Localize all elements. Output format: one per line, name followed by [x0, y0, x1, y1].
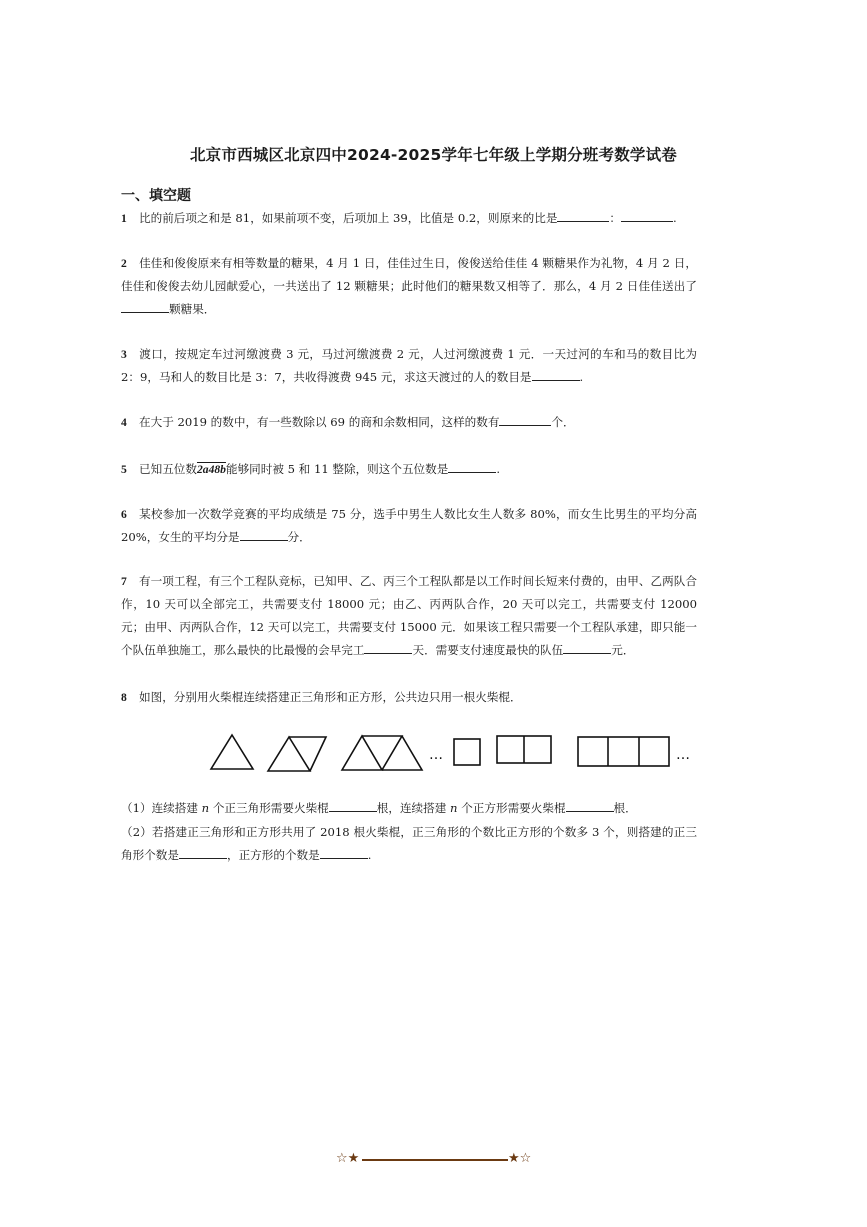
question-text: 有一项工程，有三个工程队竞标，已知甲、乙、丙三个工程队都是以工作时间长短来付费的，由甲、乙两队合作，10 天可以全部完工，共需要支付 18000 元；由乙、丙两队合作，20 天可以完工，共需要支付 12000 元；由甲、丙两队合作，12 天可以完工，共需要支付 15000 元．如果该工程只需要一个工程队承建，即只能一个队伍单独施工，那么最快的比最慢的会早完工 [121, 574, 697, 657]
question-number: 2 [121, 257, 127, 270]
question-text: . [579, 370, 584, 384]
question-text: 天．需要支付速度最快的队伍 [412, 643, 564, 657]
footer-decoration [336, 1151, 536, 1169]
question-number: 7 [121, 575, 127, 588]
matchstick-figure [205, 727, 705, 777]
question-8 [121, 686, 697, 709]
question-text: 若搭建正三角形和正方形共用了 2018 根火柴棍，正三角形的个数比正方形的个数多 3 个，则搭建的正三角形个数是 [121, 825, 697, 862]
question-text: 连续搭建 [151, 801, 198, 815]
question-number: 5 [121, 463, 127, 476]
section-heading: 一、填空题 [121, 188, 191, 204]
question-text: 已知五位数 [139, 462, 197, 476]
answer-blank[interactable] [448, 458, 496, 473]
square-shape [454, 739, 480, 765]
answer-blank[interactable] [364, 639, 412, 654]
question-text: 佳佳和俊俊原来有相等数量的糖果，4 月 1 日，佳佳过生日，俊俊送给佳佳 4 颗糖果作为礼物，4 月 2 日，佳佳和俊俊去幼儿园献爱心，一共送出了 12 颗糖果；此时他们的糖果数又相等了．那么，4 月 2 日佳佳送出了 [121, 256, 697, 293]
question-text: 个正三角形需要火柴棍 [212, 801, 329, 815]
variable-n: n [201, 801, 210, 815]
question-number: 4 [121, 416, 127, 429]
question-text: 渡口，按规定车过河缴渡费 3 元，马过河缴渡费 2 元，人过河缴渡费 1 元．一天过河的车和马的数目比为 2：9，马和人的数目比是 3：7，共收得渡费 945 元，求这天渡过的人的数目是 [121, 347, 697, 384]
star-icon: ☆★ [336, 1151, 360, 1166]
question-2 [121, 252, 697, 321]
ellipsis-mark: … [429, 747, 443, 763]
question-4 [121, 411, 697, 434]
variable-n: n [450, 801, 458, 815]
answer-blank[interactable] [320, 844, 368, 859]
question-text: 如图，分别用火柴棍连续搭建正三角形和正方形，公共边只用一根火柴棍． [139, 690, 522, 704]
question-number: 8 [121, 691, 127, 704]
footer-divider [362, 1159, 508, 1161]
question-text: 个． [551, 415, 575, 429]
question-1 [121, 207, 697, 230]
exam-title: 北京市西城区北京四中2024-2025学年七年级上学期分班考数学试卷 [189, 146, 677, 164]
question-7 [121, 570, 697, 662]
triangle-shape [211, 735, 253, 769]
question-5 [121, 458, 697, 481]
question-text: 分． [287, 530, 311, 544]
answer-blank[interactable] [179, 844, 227, 859]
question-6 [121, 503, 697, 549]
question-text: 颗糖果． [169, 302, 216, 316]
question-text: ，正方形的个数是 [226, 848, 320, 862]
answer-blank[interactable] [566, 797, 614, 812]
subquestion-label: （1） [121, 801, 152, 815]
subquestion-label: （2） [121, 825, 152, 839]
question-text: 比的前后项之和是 81，如果前项不变，后项加上 39，比值是 0.2，则原来的比是 [139, 211, 558, 225]
question-text: . [673, 211, 677, 225]
answer-blank[interactable] [499, 411, 551, 426]
question-text: ： [609, 211, 622, 225]
triangle-shape [382, 736, 422, 770]
subquestion-2 [121, 821, 697, 867]
question-number: 1 [121, 212, 127, 225]
ellipsis-mark: … [676, 747, 690, 763]
triangle-shape [362, 736, 402, 770]
answer-blank[interactable] [532, 366, 580, 381]
question-text: 根，连续搭建 [376, 801, 447, 815]
question-3 [121, 343, 697, 389]
question-text: 元． [611, 643, 635, 657]
question-number: 6 [121, 508, 127, 521]
question-text: 能够同时被 5 和 11 整除，则这个五位数是 [225, 462, 449, 476]
question-number: 3 [121, 348, 127, 361]
answer-blank[interactable] [121, 298, 169, 313]
question-text: 个正方形需要火柴棍 [461, 801, 566, 815]
subquestion-1 [121, 797, 697, 820]
answer-blank[interactable] [621, 207, 673, 222]
five-digit-number: 2a48b [196, 463, 226, 476]
star-icon: ★☆ [508, 1151, 532, 1166]
answer-blank[interactable] [240, 526, 288, 541]
answer-blank[interactable] [557, 207, 609, 222]
question-text: . [496, 462, 501, 476]
answer-blank[interactable] [563, 639, 611, 654]
square-shape [578, 737, 669, 766]
question-text: . [367, 848, 372, 862]
triangle-shape [342, 736, 382, 770]
question-text: 在大于 2019 的数中，有一些数除以 69 的商和余数相同，这样的数有 [139, 415, 500, 429]
triangle-shape [268, 737, 310, 771]
answer-blank[interactable] [329, 797, 377, 812]
question-text: 某校参加一次数学竞赛的平均成绩是 75 分，选手中男生人数比女生人数多 80%，而女生比男生的平均分高 20%，女生的平均分是 [121, 507, 697, 544]
question-text: 根． [613, 801, 637, 815]
